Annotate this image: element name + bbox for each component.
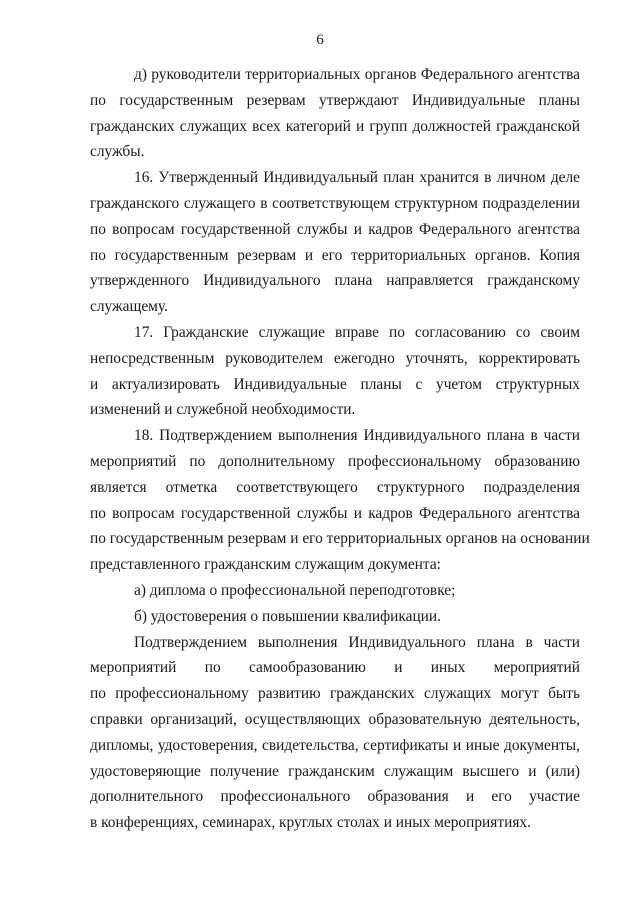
page-number: 6 (316, 32, 324, 48)
list-item-a (90, 578, 580, 604)
text-line: удостоверяющие получение гражданским служащим высшего и (или) (90, 762, 580, 780)
text-line: дополнительного профессионального образования и его участие (90, 788, 580, 806)
text-line: б) удостоверения о повышении квалификации. (134, 607, 442, 625)
list-item-b (90, 604, 580, 630)
text-line: 16. Утвержденный Индивидуальный план хранится в личном деле (134, 169, 580, 187)
paragraph-18 (90, 423, 590, 578)
text-line: справки организаций, осуществляющих образовательную деятельность, (90, 710, 580, 728)
text-line: по государственным резервам и его территориальных органов на основании (90, 530, 590, 548)
text-line: по государственным резервам и его территориальных органов. Копия (90, 246, 580, 264)
text-line: гражданских служащих всех категорий и групп должностей гражданской (90, 117, 580, 135)
paragraph-17 (90, 320, 580, 423)
text-line: является отметка соответствующего структурного подразделения (90, 478, 580, 496)
text-line: изменений и служебной необходимости. (90, 401, 356, 419)
text-line: мероприятий по самообразованию и иных мероприятий (90, 659, 580, 677)
text-line: служащему. (90, 298, 168, 316)
text-line: Подтверждением выполнения Индивидуального плана в части (134, 633, 580, 651)
text-line: 18. Подтверждением выполнения Индивидуального плана в части (134, 427, 580, 445)
text-line: утвержденного Индивидуального плана направляется гражданскому (90, 272, 580, 290)
paragraph-confirmation (90, 630, 580, 836)
text-line: и актуализировать Индивидуальные планы с учетом структурных (90, 375, 580, 393)
text-line: 17. Гражданские служащие вправе по согласованию со своим (134, 323, 580, 341)
text-line: по профессиональному развитию гражданских служащих могут быть (90, 685, 580, 703)
text-line: а) диплома о профессиональной переподготовке; (134, 581, 456, 599)
text-line: непосредственным руководителем ежегодно уточнять, корректировать (90, 349, 580, 367)
text-line: по вопросам государственной службы и кадров Федерального агентства (90, 504, 580, 522)
text-line: гражданского служащего в соответствующем структурном подразделении (90, 194, 580, 212)
text-line: мероприятий по дополнительному профессиональному образованию (90, 452, 580, 470)
text-line: д) руководители территориальных органов Федерального агентства (134, 66, 580, 83)
text-line: представленного гражданским служащим документа: (90, 556, 441, 574)
paragraph-16 (90, 165, 580, 320)
document-body (90, 62, 590, 836)
paragraph-d (90, 62, 580, 165)
text-line: службы. (90, 143, 145, 161)
text-line: по вопросам государственной службы и кадров Федерального агентства (90, 220, 580, 238)
text-line: по государственным резервам утверждают Индивидуальные планы (90, 91, 580, 109)
text-line: дипломы, удостоверения, свидетельства, сертификаты и иные документы, (90, 736, 580, 754)
text-line: в конференциях, семинарах, круглых столах и иных мероприятиях. (90, 814, 531, 832)
